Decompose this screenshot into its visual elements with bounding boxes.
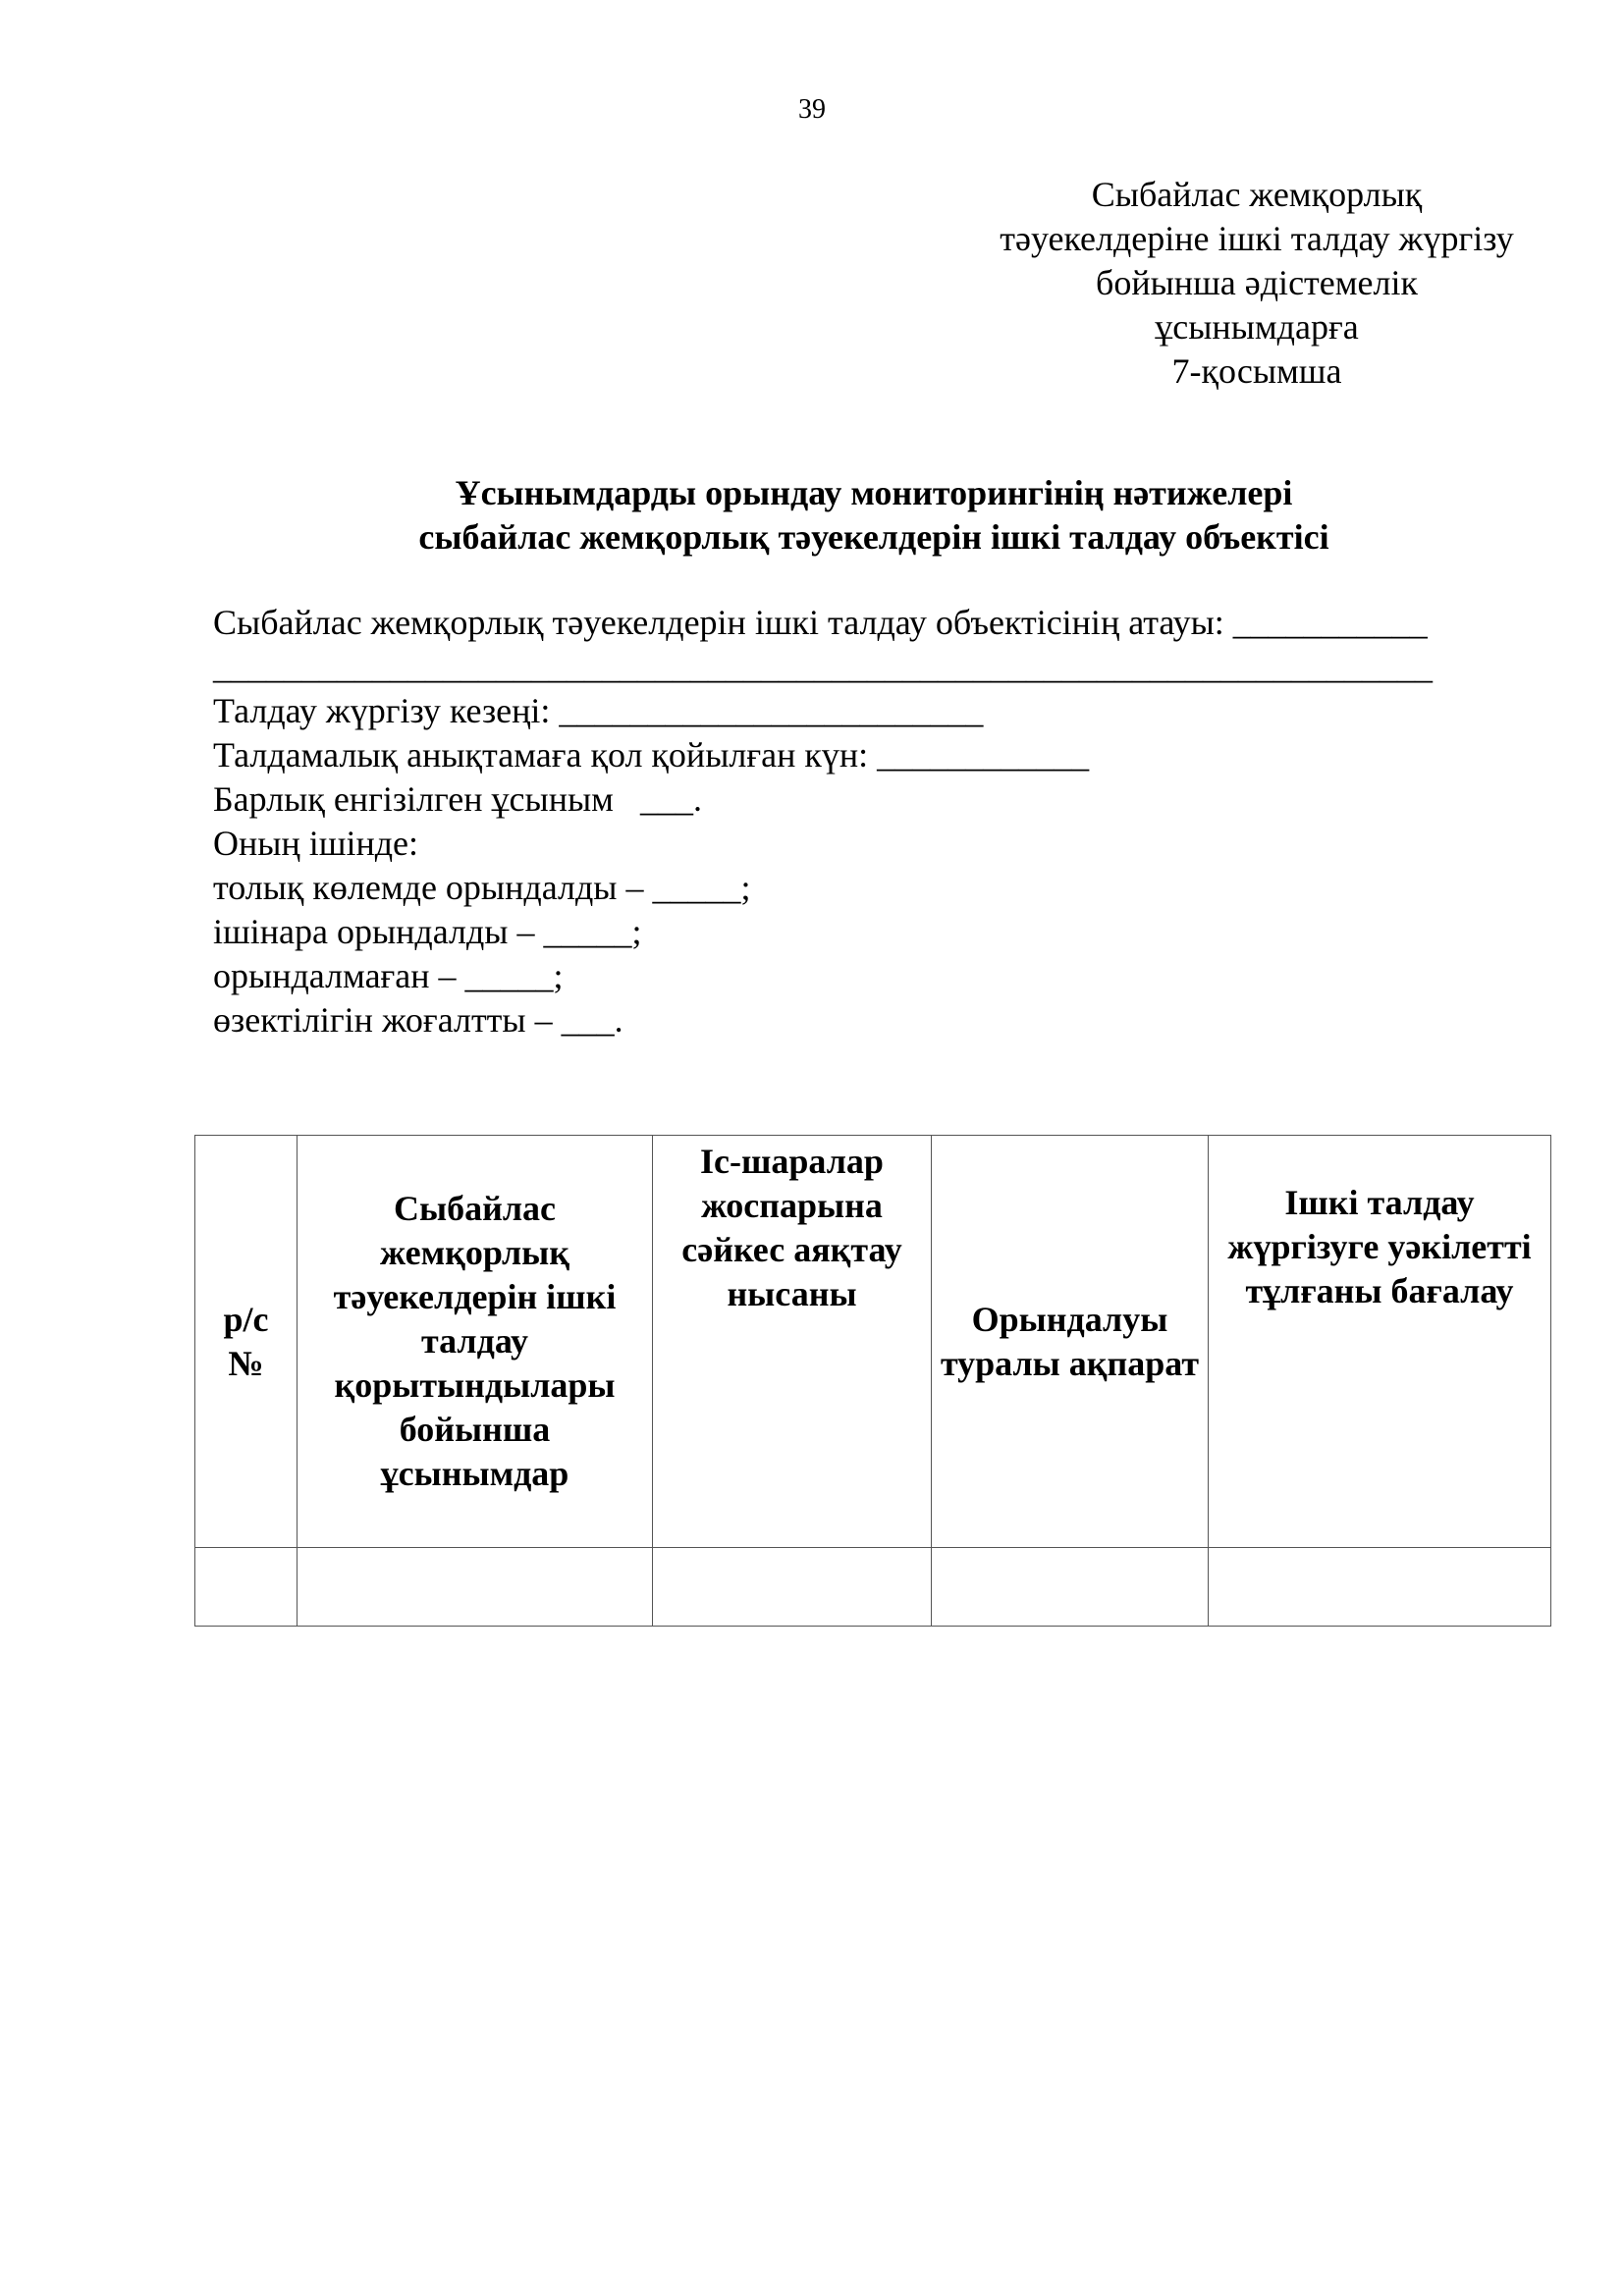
header-row-number: р/с №	[195, 1136, 298, 1548]
partially-completed-field: ішінара орындалды – _____;	[213, 912, 642, 951]
attachment-note	[943, 173, 1571, 394]
attachment-line: ұсынымдарға	[1155, 307, 1359, 347]
attachment-line: 7-қосымша	[1171, 351, 1342, 391]
table-cell	[195, 1548, 298, 1627]
attachment-line: Сыбайлас жемқорлық	[1091, 175, 1423, 214]
object-name-continuation: _____________________________________________________________________	[213, 647, 1433, 686]
fully-completed-field: толық көлемде орындалды – _____;	[213, 868, 751, 907]
header-recommendations: Сыбайлас жемқорлық тәуекелдерін ішкі талдау қорытындылары бойынша ұсынымдар	[298, 1136, 653, 1548]
analysis-period-field: Талдау жүргізу кезеңі: ________________________	[213, 691, 984, 730]
header-execution-info: Орындалуы туралы ақпарат	[932, 1136, 1209, 1548]
not-completed-field: орындалмаған – _____;	[213, 956, 564, 995]
header-assessment: Ішкі талдау жүргізуге уәкілетті тұлғаны бағалау	[1209, 1136, 1551, 1548]
table-header-row	[195, 1136, 1551, 1548]
title-line: сыбайлас жемқорлық тәуекелдерін ішкі талдау объектісі	[418, 517, 1329, 557]
monitoring-table	[194, 1135, 1551, 1627]
table-cell	[932, 1548, 1209, 1627]
object-name-field: Сыбайлас жемқорлық тәуекелдерін ішкі талдау объектісінің атауы: ___________	[213, 603, 1428, 642]
total-recommendations-field: Барлық енгізілген ұсыным ___.	[213, 779, 702, 819]
attachment-line: бойынша әдістемелік	[1096, 263, 1418, 302]
attachment-line: тәуекелдеріне ішкі талдау жүргізу	[1000, 219, 1514, 258]
header-completion-form: Іс-шаралар жоспарына сәйкес аяқтау нысаны	[653, 1136, 932, 1548]
including-label: Оның ішінде:	[213, 824, 419, 863]
table-cell	[653, 1548, 932, 1627]
lost-relevance-field: өзектілігін жоғалтты – ___.	[213, 1000, 623, 1040]
signed-date-field: Талдамалық анықтамаға қол қойылған күн: ____________	[213, 735, 1090, 774]
page-number: 39	[798, 94, 826, 125]
title-line: Ұсынымдарды орындау мониторингінің нәтижелері	[455, 473, 1293, 512]
table-row	[195, 1548, 1551, 1627]
form-fields	[213, 601, 1568, 1042]
document-title	[196, 471, 1551, 560]
table-cell	[298, 1548, 653, 1627]
table-cell	[1209, 1548, 1551, 1627]
